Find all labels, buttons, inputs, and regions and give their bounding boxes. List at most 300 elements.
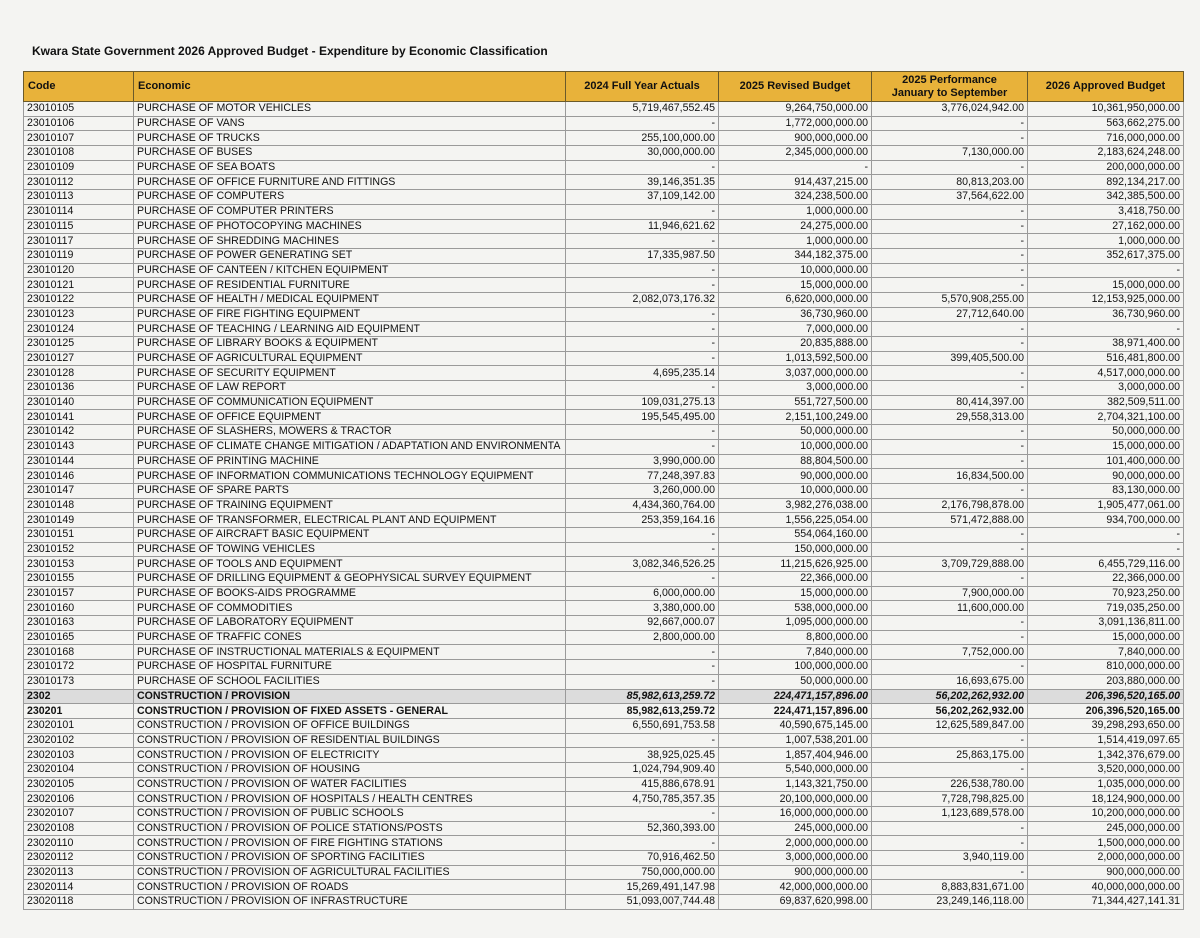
- cell-code: 23020106: [24, 792, 134, 807]
- cell-2024-actuals: -: [566, 307, 719, 322]
- cell-economic: PURCHASE OF BOOKS-AIDS PROGRAMME: [134, 586, 566, 601]
- table-row: [24, 792, 1184, 807]
- table-row: [24, 630, 1184, 645]
- cell-2025-performance: 16,693,675.00: [872, 674, 1028, 689]
- cell-2025-performance: -: [872, 160, 1028, 175]
- cell-2024-actuals: -: [566, 733, 719, 748]
- cell-2024-actuals: 15,269,491,147.98: [566, 880, 719, 895]
- cell-2026-approved: 1,000,000.00: [1028, 234, 1184, 249]
- table-row: [24, 689, 1184, 704]
- cell-code: 23010120: [24, 263, 134, 278]
- cell-code: 23020105: [24, 777, 134, 792]
- cell-2026-approved: 15,000,000.00: [1028, 278, 1184, 293]
- table-row: [24, 836, 1184, 851]
- cell-code: 23010123: [24, 307, 134, 322]
- table-row: [24, 337, 1184, 352]
- table-row: [24, 733, 1184, 748]
- cell-2024-actuals: 195,545,495.00: [566, 410, 719, 425]
- cell-2024-actuals: 30,000,000.00: [566, 146, 719, 161]
- cell-code: 23010142: [24, 425, 134, 440]
- cell-2025-revised: 2,345,000,000.00: [719, 146, 872, 161]
- cell-2025-performance: 27,712,640.00: [872, 307, 1028, 322]
- cell-2024-actuals: 5,719,467,552.45: [566, 102, 719, 117]
- cell-2025-performance: 7,728,798,825.00: [872, 792, 1028, 807]
- cell-2025-revised: -: [719, 160, 872, 175]
- cell-2024-actuals: -: [566, 263, 719, 278]
- cell-2024-actuals: -: [566, 425, 719, 440]
- cell-2026-approved: -: [1028, 542, 1184, 557]
- table-row: [24, 395, 1184, 410]
- cell-economic: PURCHASE OF HOSPITAL FURNITURE: [134, 660, 566, 675]
- cell-code: 23010119: [24, 248, 134, 263]
- table-row: [24, 616, 1184, 631]
- table-row: [24, 219, 1184, 234]
- cell-2025-performance: 56,202,262,932.00: [872, 689, 1028, 704]
- cell-code: 23010109: [24, 160, 134, 175]
- table-row: [24, 718, 1184, 733]
- table-row: [24, 234, 1184, 249]
- cell-2024-actuals: -: [566, 645, 719, 660]
- cell-2026-approved: 3,418,750.00: [1028, 204, 1184, 219]
- cell-economic: PURCHASE OF HEALTH / MEDICAL EQUIPMENT: [134, 292, 566, 307]
- cell-economic: PURCHASE OF LIBRARY BOOKS & EQUIPMENT: [134, 337, 566, 352]
- cell-2025-revised: 50,000,000.00: [719, 674, 872, 689]
- cell-2025-performance: -: [872, 116, 1028, 131]
- cell-economic: PURCHASE OF AIRCRAFT BASIC EQUIPMENT: [134, 527, 566, 542]
- cell-2024-actuals: 52,360,393.00: [566, 821, 719, 836]
- table-row: [24, 351, 1184, 366]
- cell-2025-revised: 914,437,215.00: [719, 175, 872, 190]
- cell-2024-actuals: -: [566, 160, 719, 175]
- cell-2026-approved: 1,500,000,000.00: [1028, 836, 1184, 851]
- cell-code: 23010147: [24, 483, 134, 498]
- cell-economic: PURCHASE OF POWER GENERATING SET: [134, 248, 566, 263]
- cell-2025-revised: 1,556,225,054.00: [719, 513, 872, 528]
- cell-2026-approved: 71,344,427,141.31: [1028, 895, 1184, 910]
- table-row: [24, 674, 1184, 689]
- cell-2025-revised: 24,275,000.00: [719, 219, 872, 234]
- cell-economic: PURCHASE OF SEA BOATS: [134, 160, 566, 175]
- cell-code: 23010143: [24, 439, 134, 454]
- cell-code: 23010141: [24, 410, 134, 425]
- cell-2025-performance: 7,752,000.00: [872, 645, 1028, 660]
- cell-2025-revised: 88,804,500.00: [719, 454, 872, 469]
- cell-2024-actuals: 2,800,000.00: [566, 630, 719, 645]
- cell-economic: CONSTRUCTION / PROVISION OF AGRICULTURAL FACILITIES: [134, 865, 566, 880]
- cell-2025-revised: 40,590,675,145.00: [719, 718, 872, 733]
- cell-2025-revised: 6,620,000,000.00: [719, 292, 872, 307]
- cell-code: 23010128: [24, 366, 134, 381]
- cell-2026-approved: 50,000,000.00: [1028, 425, 1184, 440]
- cell-2025-revised: 554,064,160.00: [719, 527, 872, 542]
- cell-2026-approved: 200,000,000.00: [1028, 160, 1184, 175]
- cell-code: 23020103: [24, 748, 134, 763]
- cell-2026-approved: 245,000,000.00: [1028, 821, 1184, 836]
- cell-2025-revised: 20,835,888.00: [719, 337, 872, 352]
- cell-2025-revised: 7,000,000.00: [719, 322, 872, 337]
- cell-2026-approved: 719,035,250.00: [1028, 601, 1184, 616]
- cell-2025-revised: 245,000,000.00: [719, 821, 872, 836]
- cell-2025-performance: -: [872, 660, 1028, 675]
- cell-2026-approved: 382,509,511.00: [1028, 395, 1184, 410]
- cell-economic: PURCHASE OF TRUCKS: [134, 131, 566, 146]
- table-row: [24, 513, 1184, 528]
- cell-2024-actuals: 85,982,613,259.72: [566, 689, 719, 704]
- cell-economic: PURCHASE OF COMMODITIES: [134, 601, 566, 616]
- cell-2024-actuals: -: [566, 116, 719, 131]
- cell-2026-approved: 342,385,500.00: [1028, 190, 1184, 205]
- cell-2026-approved: 18,124,900,000.00: [1028, 792, 1184, 807]
- cell-code: 23010151: [24, 527, 134, 542]
- cell-2024-actuals: -: [566, 234, 719, 249]
- cell-2026-approved: 7,840,000.00: [1028, 645, 1184, 660]
- cell-economic: PURCHASE OF RESIDENTIAL FURNITURE: [134, 278, 566, 293]
- cell-economic: PURCHASE OF AGRICULTURAL EQUIPMENT: [134, 351, 566, 366]
- cell-2024-actuals: 6,550,691,753.58: [566, 718, 719, 733]
- cell-code: 23010172: [24, 660, 134, 675]
- cell-economic: PURCHASE OF LAW REPORT: [134, 381, 566, 396]
- table-row: [24, 454, 1184, 469]
- table-row: [24, 410, 1184, 425]
- cell-economic: PURCHASE OF PHOTOCOPYING MACHINES: [134, 219, 566, 234]
- cell-2026-approved: 2,704,321,100.00: [1028, 410, 1184, 425]
- cell-economic: CONSTRUCTION / PROVISION OF WATER FACILITIES: [134, 777, 566, 792]
- cell-economic: PURCHASE OF PRINTING MACHINE: [134, 454, 566, 469]
- cell-2024-actuals: -: [566, 381, 719, 396]
- cell-code: 23020114: [24, 880, 134, 895]
- cell-2025-performance: -: [872, 483, 1028, 498]
- cell-2024-actuals: -: [566, 527, 719, 542]
- table-row: [24, 821, 1184, 836]
- cell-2025-revised: 1,857,404,946.00: [719, 748, 872, 763]
- cell-economic: PURCHASE OF INFORMATION COMMUNICATIONS TECHNOLOGY EQUIPMENT: [134, 469, 566, 484]
- cell-2025-revised: 50,000,000.00: [719, 425, 872, 440]
- cell-2025-performance: 56,202,262,932.00: [872, 704, 1028, 719]
- cell-code: 23010152: [24, 542, 134, 557]
- cell-2026-approved: 716,000,000.00: [1028, 131, 1184, 146]
- cell-2024-actuals: 17,335,987.50: [566, 248, 719, 263]
- table-row: [24, 160, 1184, 175]
- cell-2025-performance: 37,564,622.00: [872, 190, 1028, 205]
- table-row: [24, 777, 1184, 792]
- cell-2026-approved: -: [1028, 527, 1184, 542]
- cell-2025-revised: 10,000,000.00: [719, 483, 872, 498]
- cell-economic: PURCHASE OF TOOLS AND EQUIPMENT: [134, 557, 566, 572]
- cell-code: 23010144: [24, 454, 134, 469]
- cell-code: 23010107: [24, 131, 134, 146]
- cell-2025-revised: 15,000,000.00: [719, 278, 872, 293]
- cell-code: 23020118: [24, 895, 134, 910]
- cell-2026-approved: 38,971,400.00: [1028, 337, 1184, 352]
- cell-code: 23010163: [24, 616, 134, 631]
- cell-2025-revised: 42,000,000,000.00: [719, 880, 872, 895]
- cell-2025-revised: 150,000,000.00: [719, 542, 872, 557]
- cell-2026-approved: 900,000,000.00: [1028, 865, 1184, 880]
- table-row: [24, 542, 1184, 557]
- cell-2025-revised: 344,182,375.00: [719, 248, 872, 263]
- cell-2024-actuals: 255,100,000.00: [566, 131, 719, 146]
- cell-economic: CONSTRUCTION / PROVISION OF POLICE STATIONS/POSTS: [134, 821, 566, 836]
- cell-code: 2302: [24, 689, 134, 704]
- cell-economic: PURCHASE OF COMPUTER PRINTERS: [134, 204, 566, 219]
- cell-code: 23010113: [24, 190, 134, 205]
- cell-code: 23010127: [24, 351, 134, 366]
- cell-2024-actuals: 1,024,794,909.40: [566, 762, 719, 777]
- cell-code: 23010168: [24, 645, 134, 660]
- cell-2025-performance: -: [872, 821, 1028, 836]
- cell-2025-performance: 399,405,500.00: [872, 351, 1028, 366]
- cell-2025-performance: 5,570,908,255.00: [872, 292, 1028, 307]
- cell-2025-performance: -: [872, 337, 1028, 352]
- cell-2025-revised: 20,100,000,000.00: [719, 792, 872, 807]
- cell-2024-actuals: 6,000,000.00: [566, 586, 719, 601]
- cell-2026-approved: 810,000,000.00: [1028, 660, 1184, 675]
- cell-2024-actuals: -: [566, 660, 719, 675]
- cell-2024-actuals: 51,093,007,744.48: [566, 895, 719, 910]
- cell-2024-actuals: 77,248,397.83: [566, 469, 719, 484]
- cell-2026-approved: 90,000,000.00: [1028, 469, 1184, 484]
- cell-economic: PURCHASE OF CANTEEN / KITCHEN EQUIPMENT: [134, 263, 566, 278]
- cell-2025-performance: 16,834,500.00: [872, 469, 1028, 484]
- cell-2026-approved: 10,361,950,000.00: [1028, 102, 1184, 117]
- cell-2026-approved: 27,162,000.00: [1028, 219, 1184, 234]
- cell-2025-revised: 900,000,000.00: [719, 865, 872, 880]
- cell-economic: PURCHASE OF TEACHING / LEARNING AID EQUIPMENT: [134, 322, 566, 337]
- table-row: [24, 292, 1184, 307]
- cell-2026-approved: 1,035,000,000.00: [1028, 777, 1184, 792]
- cell-2025-revised: 224,471,157,896.00: [719, 689, 872, 704]
- cell-2025-performance: -: [872, 204, 1028, 219]
- cell-2026-approved: 101,400,000.00: [1028, 454, 1184, 469]
- cell-2024-actuals: -: [566, 322, 719, 337]
- cell-2025-revised: 69,837,620,998.00: [719, 895, 872, 910]
- cell-2024-actuals: 109,031,275.13: [566, 395, 719, 410]
- cell-code: 23010148: [24, 498, 134, 513]
- cell-2024-actuals: 11,946,621.62: [566, 219, 719, 234]
- cell-2024-actuals: 2,082,073,176.32: [566, 292, 719, 307]
- cell-economic: CONSTRUCTION / PROVISION OF ELECTRICITY: [134, 748, 566, 763]
- table-row: [24, 748, 1184, 763]
- cell-2024-actuals: 85,982,613,259.72: [566, 704, 719, 719]
- cell-economic: PURCHASE OF TRANSFORMER, ELECTRICAL PLANT AND EQUIPMENT: [134, 513, 566, 528]
- table-row: [24, 278, 1184, 293]
- cell-economic: PURCHASE OF CLIMATE CHANGE MITIGATION / ADAPTATION AND ENVIRONMENTA: [134, 439, 566, 454]
- cell-2026-approved: 3,000,000.00: [1028, 381, 1184, 396]
- cell-2026-approved: 70,923,250.00: [1028, 586, 1184, 601]
- col-header-2026-approved: 2026 Approved Budget: [1028, 72, 1184, 102]
- cell-2025-performance: 80,813,203.00: [872, 175, 1028, 190]
- cell-2025-performance: -: [872, 572, 1028, 587]
- cell-2025-revised: 2,000,000,000.00: [719, 836, 872, 851]
- cell-2025-performance: 3,940,119.00: [872, 851, 1028, 866]
- page-title: Kwara State Government 2026 Approved Budget - Expenditure by Economic Classification: [32, 44, 548, 58]
- cell-2025-revised: 551,727,500.00: [719, 395, 872, 410]
- cell-economic: PURCHASE OF SPARE PARTS: [134, 483, 566, 498]
- cell-code: 23010114: [24, 204, 134, 219]
- cell-economic: PURCHASE OF DRILLING EQUIPMENT & GEOPHYSICAL SURVEY EQUIPMENT: [134, 572, 566, 587]
- cell-economic: CONSTRUCTION / PROVISION OF FIXED ASSETS - GENERAL: [134, 704, 566, 719]
- table-row: [24, 483, 1184, 498]
- cell-2024-actuals: 37,109,142.00: [566, 190, 719, 205]
- cell-2025-revised: 900,000,000.00: [719, 131, 872, 146]
- cell-2025-performance: 1,123,689,578.00: [872, 807, 1028, 822]
- table-row: [24, 102, 1184, 117]
- cell-economic: PURCHASE OF SECURITY EQUIPMENT: [134, 366, 566, 381]
- cell-2025-revised: 15,000,000.00: [719, 586, 872, 601]
- cell-2025-performance: 80,414,397.00: [872, 395, 1028, 410]
- cell-code: 23010157: [24, 586, 134, 601]
- cell-economic: PURCHASE OF VANS: [134, 116, 566, 131]
- cell-2025-revised: 5,540,000,000.00: [719, 762, 872, 777]
- cell-2025-revised: 324,238,500.00: [719, 190, 872, 205]
- cell-code: 23010124: [24, 322, 134, 337]
- cell-code: 23010117: [24, 234, 134, 249]
- cell-2026-approved: 3,520,000,000.00: [1028, 762, 1184, 777]
- cell-2025-revised: 100,000,000.00: [719, 660, 872, 675]
- cell-2025-revised: 7,840,000.00: [719, 645, 872, 660]
- cell-2025-performance: -: [872, 248, 1028, 263]
- cell-2024-actuals: -: [566, 351, 719, 366]
- cell-economic: PURCHASE OF TOWING VEHICLES: [134, 542, 566, 557]
- cell-2025-revised: 16,000,000,000.00: [719, 807, 872, 822]
- cell-2024-actuals: 70,916,462.50: [566, 851, 719, 866]
- cell-economic: CONSTRUCTION / PROVISION OF ROADS: [134, 880, 566, 895]
- col-header-2025-performance: 2025 Performance January to September: [872, 72, 1028, 102]
- table-row: [24, 895, 1184, 910]
- cell-code: 23010149: [24, 513, 134, 528]
- header-row: [24, 72, 1184, 102]
- cell-2025-revised: 8,800,000.00: [719, 630, 872, 645]
- cell-code: 23010106: [24, 116, 134, 131]
- cell-2025-revised: 1,007,538,201.00: [719, 733, 872, 748]
- cell-economic: PURCHASE OF TRAFFIC CONES: [134, 630, 566, 645]
- table-row: [24, 322, 1184, 337]
- cell-economic: PURCHASE OF OFFICE EQUIPMENT: [134, 410, 566, 425]
- cell-2025-revised: 1,772,000,000.00: [719, 116, 872, 131]
- cell-code: 23010140: [24, 395, 134, 410]
- cell-code: 23010146: [24, 469, 134, 484]
- cell-2024-actuals: 750,000,000.00: [566, 865, 719, 880]
- cell-code: 23010160: [24, 601, 134, 616]
- table-row: [24, 807, 1184, 822]
- cell-2024-actuals: 3,082,346,526.25: [566, 557, 719, 572]
- cell-economic: PURCHASE OF BUSES: [134, 146, 566, 161]
- cell-2025-performance: 11,600,000.00: [872, 601, 1028, 616]
- cell-2025-performance: -: [872, 865, 1028, 880]
- cell-economic: PURCHASE OF TRAINING EQUIPMENT: [134, 498, 566, 513]
- cell-code: 23010121: [24, 278, 134, 293]
- table-row: [24, 190, 1184, 205]
- cell-code: 23010173: [24, 674, 134, 689]
- cell-2026-approved: 22,366,000.00: [1028, 572, 1184, 587]
- cell-2026-approved: -: [1028, 322, 1184, 337]
- cell-2026-approved: 206,396,520,165.00: [1028, 689, 1184, 704]
- cell-code: 23010153: [24, 557, 134, 572]
- table-row: [24, 131, 1184, 146]
- cell-2025-revised: 22,366,000.00: [719, 572, 872, 587]
- table-row: [24, 645, 1184, 660]
- cell-code: 23020108: [24, 821, 134, 836]
- cell-2025-performance: -: [872, 425, 1028, 440]
- cell-2025-revised: 10,000,000.00: [719, 263, 872, 278]
- cell-code: 23020112: [24, 851, 134, 866]
- cell-economic: CONSTRUCTION / PROVISION: [134, 689, 566, 704]
- cell-2025-revised: 36,730,960.00: [719, 307, 872, 322]
- cell-2024-actuals: -: [566, 204, 719, 219]
- table-row: [24, 572, 1184, 587]
- cell-2025-performance: -: [872, 234, 1028, 249]
- cell-economic: CONSTRUCTION / PROVISION OF HOSPITALS / HEALTH CENTRES: [134, 792, 566, 807]
- cell-2025-performance: -: [872, 542, 1028, 557]
- cell-2025-performance: 25,863,175.00: [872, 748, 1028, 763]
- cell-2025-revised: 11,215,626,925.00: [719, 557, 872, 572]
- cell-2024-actuals: -: [566, 439, 719, 454]
- cell-code: 23010155: [24, 572, 134, 587]
- cell-2025-revised: 1,095,000,000.00: [719, 616, 872, 631]
- budget-table: [23, 71, 1184, 910]
- cell-2024-actuals: 39,146,351.35: [566, 175, 719, 190]
- cell-2025-performance: 12,625,589,847.00: [872, 718, 1028, 733]
- cell-code: 23010136: [24, 381, 134, 396]
- cell-economic: PURCHASE OF SHREDDING MACHINES: [134, 234, 566, 249]
- cell-2025-performance: -: [872, 454, 1028, 469]
- cell-economic: PURCHASE OF FIRE FIGHTING EQUIPMENT: [134, 307, 566, 322]
- cell-2024-actuals: 415,886,678.91: [566, 777, 719, 792]
- table-row: [24, 851, 1184, 866]
- cell-2026-approved: 36,730,960.00: [1028, 307, 1184, 322]
- cell-economic: PURCHASE OF SLASHERS, MOWERS & TRACTOR: [134, 425, 566, 440]
- cell-2025-revised: 3,000,000,000.00: [719, 851, 872, 866]
- cell-2025-performance: -: [872, 263, 1028, 278]
- cell-2025-revised: 3,982,276,038.00: [719, 498, 872, 513]
- cell-2026-approved: 2,000,000,000.00: [1028, 851, 1184, 866]
- table-row: [24, 469, 1184, 484]
- cell-2025-revised: 90,000,000.00: [719, 469, 872, 484]
- cell-economic: CONSTRUCTION / PROVISION OF INFRASTRUCTURE: [134, 895, 566, 910]
- cell-2026-approved: 1,905,477,061.00: [1028, 498, 1184, 513]
- cell-code: 23020104: [24, 762, 134, 777]
- cell-2026-approved: 2,183,624,248.00: [1028, 146, 1184, 161]
- cell-2025-performance: -: [872, 278, 1028, 293]
- cell-2026-approved: 6,455,729,116.00: [1028, 557, 1184, 572]
- cell-2024-actuals: -: [566, 542, 719, 557]
- cell-2025-performance: -: [872, 630, 1028, 645]
- cell-2025-performance: -: [872, 733, 1028, 748]
- cell-economic: CONSTRUCTION / PROVISION OF HOUSING: [134, 762, 566, 777]
- table-row: [24, 865, 1184, 880]
- cell-2025-revised: 1,000,000.00: [719, 204, 872, 219]
- table-body: [24, 102, 1184, 910]
- cell-2025-performance: -: [872, 616, 1028, 631]
- cell-code: 23010112: [24, 175, 134, 190]
- cell-2025-revised: 224,471,157,896.00: [719, 704, 872, 719]
- col-header-2024-actuals: 2024 Full Year Actuals: [566, 72, 719, 102]
- cell-code: 23010105: [24, 102, 134, 117]
- cell-economic: PURCHASE OF OFFICE FURNITURE AND FITTINGS: [134, 175, 566, 190]
- col-header-economic: Economic: [134, 72, 566, 102]
- cell-2026-approved: 12,153,925,000.00: [1028, 292, 1184, 307]
- table-row: [24, 248, 1184, 263]
- cell-2025-performance: -: [872, 366, 1028, 381]
- cell-2024-actuals: -: [566, 807, 719, 822]
- cell-2026-approved: 934,700,000.00: [1028, 513, 1184, 528]
- cell-2026-approved: 203,880,000.00: [1028, 674, 1184, 689]
- cell-economic: CONSTRUCTION / PROVISION OF SPORTING FACILITIES: [134, 851, 566, 866]
- cell-2024-actuals: 38,925,025.45: [566, 748, 719, 763]
- cell-2026-approved: 15,000,000.00: [1028, 630, 1184, 645]
- cell-code: 23020113: [24, 865, 134, 880]
- cell-2025-performance: -: [872, 439, 1028, 454]
